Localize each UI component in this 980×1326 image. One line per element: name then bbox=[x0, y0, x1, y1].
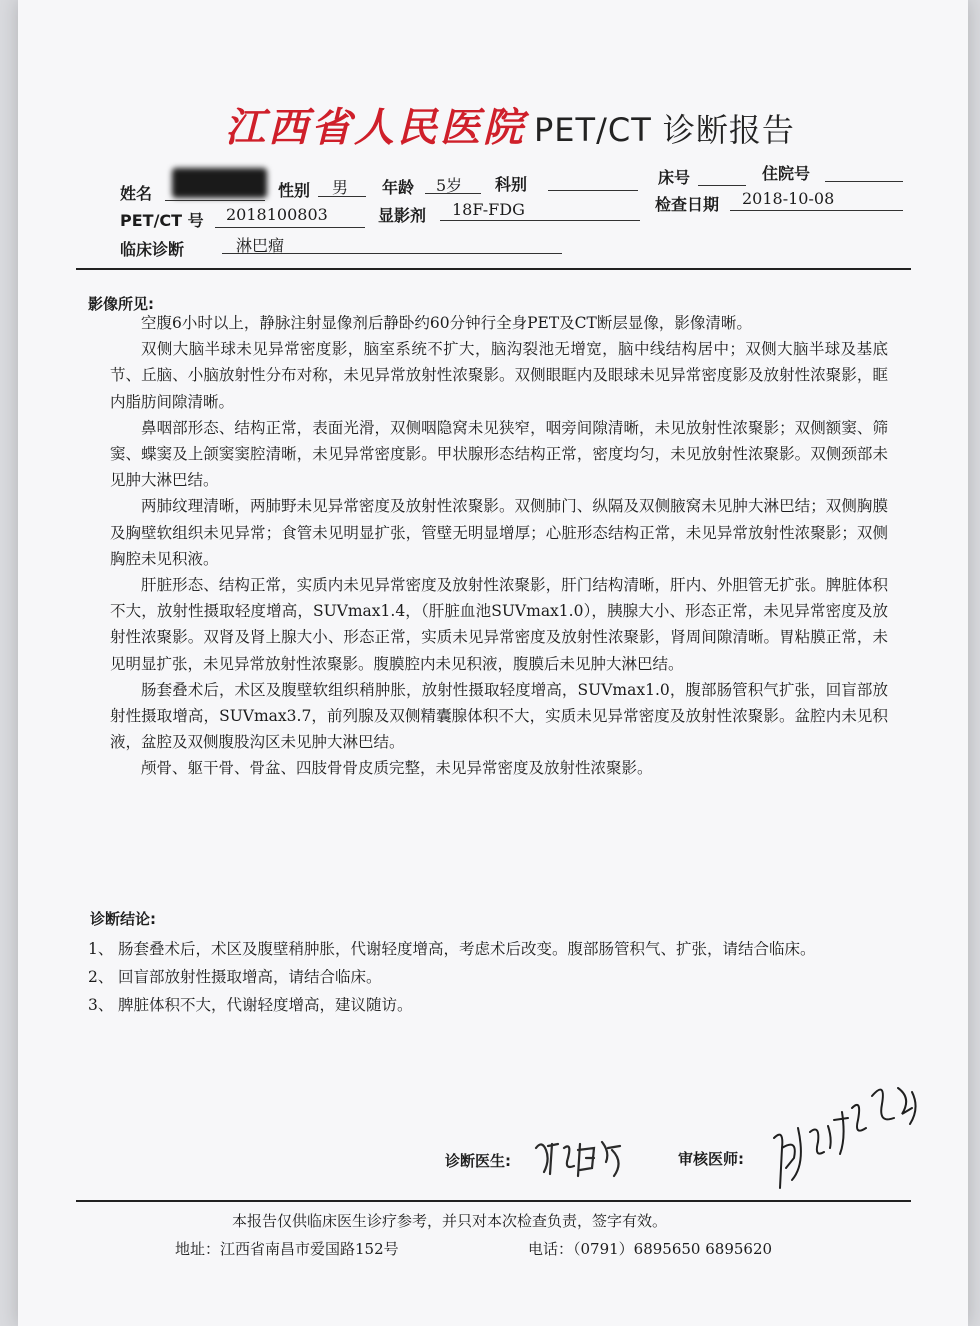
doctor-label: 诊断医生: bbox=[445, 1152, 511, 1170]
tracer-value: 18F-FDG bbox=[452, 200, 525, 219]
doctor-signature-image bbox=[528, 1128, 638, 1188]
conclusion-text: 肠套叠术后，术区及腹壁稍肿胀，代谢轻度增高，考虑术后改变。腹部肠管积气、扩张，请结合临床。 bbox=[118, 940, 816, 958]
dept-label: 科别 bbox=[495, 175, 528, 194]
report-type: PET/CT 诊断报告 bbox=[534, 111, 795, 149]
conclusion-item bbox=[88, 963, 903, 991]
conclusion-list bbox=[88, 935, 903, 1019]
name-label: 姓名 bbox=[120, 184, 153, 203]
findings-title: 影像所见: bbox=[88, 295, 154, 313]
date-underline bbox=[730, 210, 903, 211]
findings-paragraph: 两肺纹理清晰，两肺野未见异常密度及放射性浓聚影。双侧肺门、纵隔及双侧腋窝未见肿大淋巴结；双侧胸膜及胸壁软组织未见异常；食管未见明显扩张，管壁无明显增厚；心脏形态结构正常，未见异常放射性浓聚影；双侧胸腔未见积液。 bbox=[110, 497, 888, 568]
reviewer-signature-image bbox=[762, 1068, 932, 1198]
findings-paragraph: 肠套叠术后，术区及腹壁软组织稍肿胀，放射性摄取轻度增高，SUVmax1.0，腹部肠管积气扩张，回盲部放射性摄取增高，SUVmax3.7，前列腺及双侧精囊腺体积不大，实质未见异常密度及放射性浓聚影。盆腔内未见积液，盆腔及双侧腹股沟区未见肿大淋巴结。 bbox=[110, 680, 888, 752]
sex-value: 男 bbox=[332, 178, 349, 197]
age-underline bbox=[425, 193, 481, 194]
report-title bbox=[225, 96, 795, 153]
petct-value: 2018100803 bbox=[226, 205, 328, 224]
tracer-underline bbox=[440, 220, 640, 221]
header-rule bbox=[76, 268, 911, 270]
date-value: 2018-10-08 bbox=[742, 189, 835, 208]
petct-underline bbox=[215, 227, 365, 228]
disclaimer: 本报告仅供临床医生诊疗参考，并只对本次检查负责，签字有效。 bbox=[232, 1212, 668, 1230]
clinical-underline bbox=[222, 253, 562, 254]
conclusion-text: 回盲部放射性摄取增高，请结合临床。 bbox=[118, 968, 382, 986]
date-label: 检查日期 bbox=[655, 195, 720, 214]
conclusion-item bbox=[88, 991, 903, 1019]
inpatient-label: 住院号 bbox=[762, 164, 811, 183]
tracer-label: 显影剂 bbox=[378, 206, 427, 225]
conclusion-title: 诊断结论: bbox=[90, 910, 156, 928]
dept-underline bbox=[548, 190, 638, 191]
bed-underline bbox=[698, 185, 746, 186]
conclusion-number: 3、 bbox=[88, 996, 114, 1014]
findings-body bbox=[110, 310, 888, 782]
footer-rule bbox=[76, 1200, 911, 1202]
findings-paragraph: 双侧大脑半球未见异常密度影，脑室系统不扩大，脑沟裂池无增宽，脑中线结构居中；双侧大脑半球及基底节、丘脑、小脑放射性分布对称，未见异常放射性浓聚影。双侧眼眶内及眼球未见异常密度影及放射性浓聚影，眶内脂肪间隙清晰。 bbox=[110, 340, 888, 411]
findings-paragraph: 鼻咽部形态、结构正常，表面光滑，双侧咽隐窝未见狭窄，咽旁间隙清晰，未见放射性浓聚影；双侧额窦、筛窦、蝶窦及上颌窦窦腔清晰，未见异常密度影。甲状腺形态结构正常，密度均匀，未见放射性浓聚影。双侧颈部未见肿大淋巴结。 bbox=[110, 418, 888, 490]
phone: 电话：（0791）6895650 6895620 bbox=[528, 1240, 773, 1258]
findings-paragraph: 空腹6小时以上，静脉注射显像剂后静卧约60分钟行全身PET及CT断层显像，影像清晰。 bbox=[141, 314, 752, 332]
findings-paragraph: 肝脏形态、结构正常，实质内未见异常密度及放射性浓聚影，肝门结构清晰，肝内、外胆管无扩张。脾脏体积不大，放射性摄取轻度增高，SUVmax1.4，（肝脏血池SUVmax1.0），胰腺大小、形态正常，未见异常密度及放射性浓聚影。双肾及肾上腺大小、形态正常，实质未见异常密度及放射性浓聚影，肾周间隙清晰。胃粘膜正常，未见明显扩张，未见异常放射性浓聚影。腹膜腔内未见积液，腹膜后未见肿大淋巴结。 bbox=[110, 576, 888, 673]
clinical-value: 淋巴瘤 bbox=[236, 236, 285, 255]
conclusion-item bbox=[88, 935, 903, 963]
age-label: 年龄 bbox=[382, 178, 415, 197]
name-redaction bbox=[172, 168, 267, 198]
clinical-label: 临床诊断 bbox=[120, 240, 185, 259]
conclusion-number: 1、 bbox=[88, 940, 114, 958]
name-underline bbox=[165, 200, 265, 201]
sex-label: 性别 bbox=[278, 181, 311, 200]
findings-paragraph: 颅骨、躯干骨、骨盆、四肢骨骨皮质完整，未见异常密度及放射性浓聚影。 bbox=[141, 759, 653, 778]
conclusion-text: 脾脏体积不大，代谢轻度增高，建议随访。 bbox=[118, 996, 413, 1014]
conclusion-number: 2、 bbox=[88, 968, 114, 986]
sex-underline bbox=[318, 196, 366, 197]
hospital-name: 江西省人民医院 bbox=[225, 104, 526, 151]
petct-label: PET/CT 号 bbox=[120, 211, 204, 230]
bed-label: 床号 bbox=[658, 168, 691, 187]
reviewer-label: 审核医师: bbox=[678, 1150, 744, 1168]
age-value: 5岁 bbox=[436, 176, 463, 195]
inpatient-underline bbox=[825, 181, 903, 182]
address: 地址：江西省南昌市爱国路152号 bbox=[175, 1240, 399, 1258]
